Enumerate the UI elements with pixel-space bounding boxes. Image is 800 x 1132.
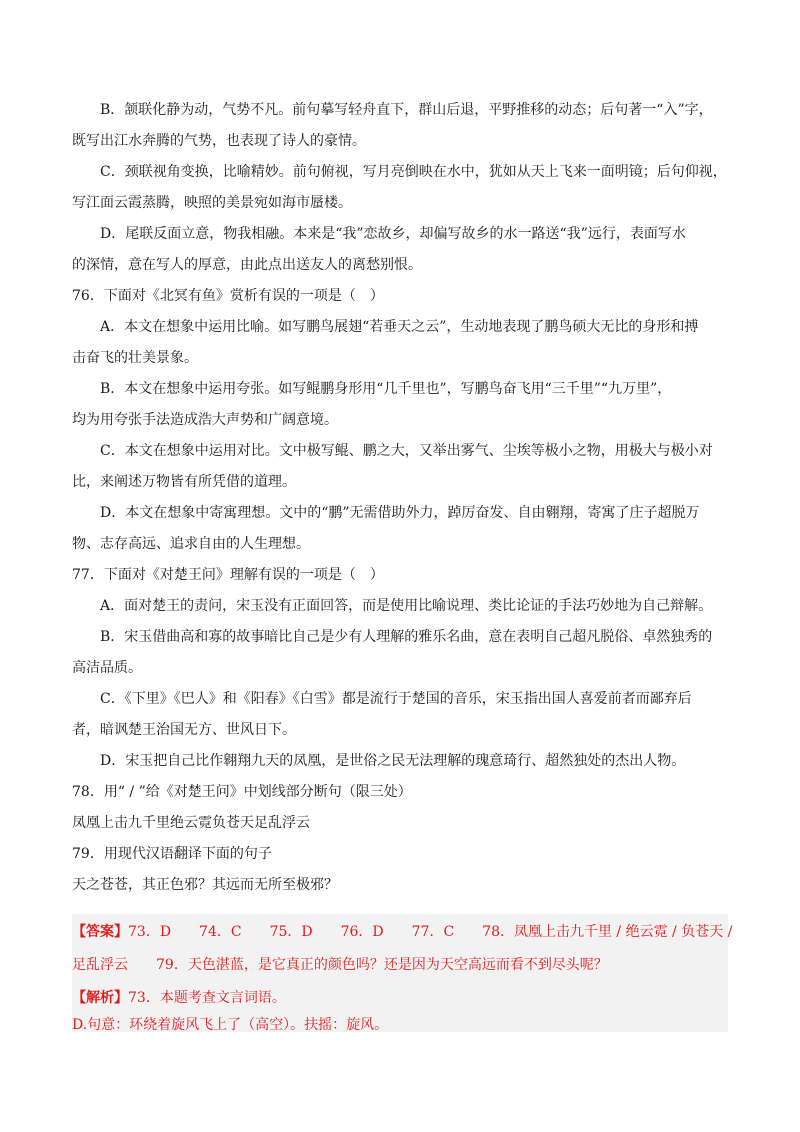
q75-option-b-line2: 既写出江水奔腾的气势，也表现了诗人的豪情。 bbox=[72, 133, 366, 149]
q77-option-c-line2: 者，暗讽楚王治国无方、世风日下。 bbox=[72, 722, 296, 738]
analysis-text: 73．本题考查文言词语。 bbox=[128, 990, 286, 1006]
q77-option-c-line1: C．《下里》《巴人》和《阳春》《白雪》都是流行于楚国的音乐，宋玉指出国人喜爱前者而鄙弃后 bbox=[100, 691, 692, 707]
q79-text: 天之苍苍，其正色邪？其远而无所至极邪？ bbox=[72, 877, 338, 893]
analysis-label: 【解析】 bbox=[72, 990, 128, 1006]
answer-line2: 足乱浮云 79．天色湛蓝，是它真正的颜色吗？还是因为天空高远而看不到尽头呢？ bbox=[72, 957, 608, 973]
q77-option-a-line1: A．面对楚王的责问，宋玉没有正面回答，而是使用比喻说理、类比论证的手法巧妙地为自己辩解。 bbox=[100, 598, 713, 614]
q75-option-d-line1: D．尾联反面立意，物我相融。本来是“我”恋故乡，却偏写故乡的水一路送“我”远行，表面写水 bbox=[100, 226, 686, 242]
answer-values: 73．D 74．C 75．D 76．D 77．C 78．凤凰上击九千里 / 绝云霓 / 负苍天 / bbox=[128, 924, 733, 940]
q76-option-d-line2: 物、志存高远、追求自由的人生理想。 bbox=[72, 536, 310, 552]
q76-option-b-line1: B．本文在想象中运用夸张。如写鲲鹏身形用“几千里也”，写鹏鸟奋飞用“三千里”“九万里”， bbox=[100, 381, 672, 397]
q76-stem: 76．下面对《北冥有鱼》赏析有误的一项是（ ） bbox=[72, 288, 384, 304]
q78-stem: 78．用“ / ”给《对楚王问》中划线部分断句（限三处） bbox=[72, 784, 412, 800]
analysis-line bbox=[72, 988, 286, 1008]
q75-option-c-line1: C．颈联视角变换，比喻精妙。前句俯视，写月亮倒映在水中，犹如从天上飞来一面明镜；后句仰视， bbox=[100, 164, 727, 180]
q75-option-b-line1: B．颔联化静为动，气势不凡。前句摹写轻舟直下，群山后退，平野推移的动态；后句著一“入”字， bbox=[100, 102, 713, 118]
q76-option-c-line1: C．本文在想象中运用对比。文中极写鲲、鹏之大，又举出雾气、尘埃等极小之物，用极大与极小对 bbox=[100, 443, 713, 459]
answer-label: 【答案】 bbox=[72, 924, 128, 940]
q78-text: 凤凰上击九千里绝云霓负苍天足乱浮云 bbox=[72, 815, 310, 831]
analysis-line2: D.句意：环绕着旋风飞上了（高空）。扶摇：旋风。 bbox=[72, 1017, 389, 1033]
q76-option-a-line2: 击奋飞的壮美景象。 bbox=[72, 350, 198, 366]
q76-option-c-line2: 比，来阐述万物皆有所凭借的道理。 bbox=[72, 474, 296, 490]
q76-option-d-line1: D．本文在想象中寄寓理想。文中的“鹏”无需借助外力，踔厉奋发、自由翱翔，寄寓了庄子超脱万 bbox=[100, 505, 700, 521]
q77-stem: 77．下面对《对楚王问》理解有误的一项是（ ） bbox=[72, 567, 384, 583]
q77-option-b-line2: 高洁品质。 bbox=[72, 660, 142, 676]
q77-option-b-line1: B．宋玉借曲高和寡的故事暗比自己是少有人理解的雅乐名曲，意在表明自己超凡脱俗、卓然独秀的 bbox=[100, 629, 713, 645]
q76-option-b-line2: 均为用夸张手法造成浩大声势和广阔意境。 bbox=[72, 412, 338, 428]
q75-option-d-line2: 的深情，意在写人的厚意，由此点出送友人的离愁别恨。 bbox=[72, 257, 422, 273]
q79-stem: 79．用现代汉语翻译下面的句子 bbox=[72, 846, 272, 862]
q76-option-a-line1: A．本文在想象中运用比喻。如写鹏鸟展翅“若垂天之云”，生动地表现了鹏鸟硕大无比的身形和搏 bbox=[100, 319, 699, 335]
answer-line1 bbox=[72, 922, 732, 942]
q75-option-c-line2: 写江面云霞蒸腾，映照的美景宛如海市蜃楼。 bbox=[72, 195, 352, 211]
q77-option-d-line1: D．宋玉把自己比作翱翔九天的凤凰，是世俗之民无法理解的瑰意琦行、超然独处的杰出人物。 bbox=[100, 753, 686, 769]
